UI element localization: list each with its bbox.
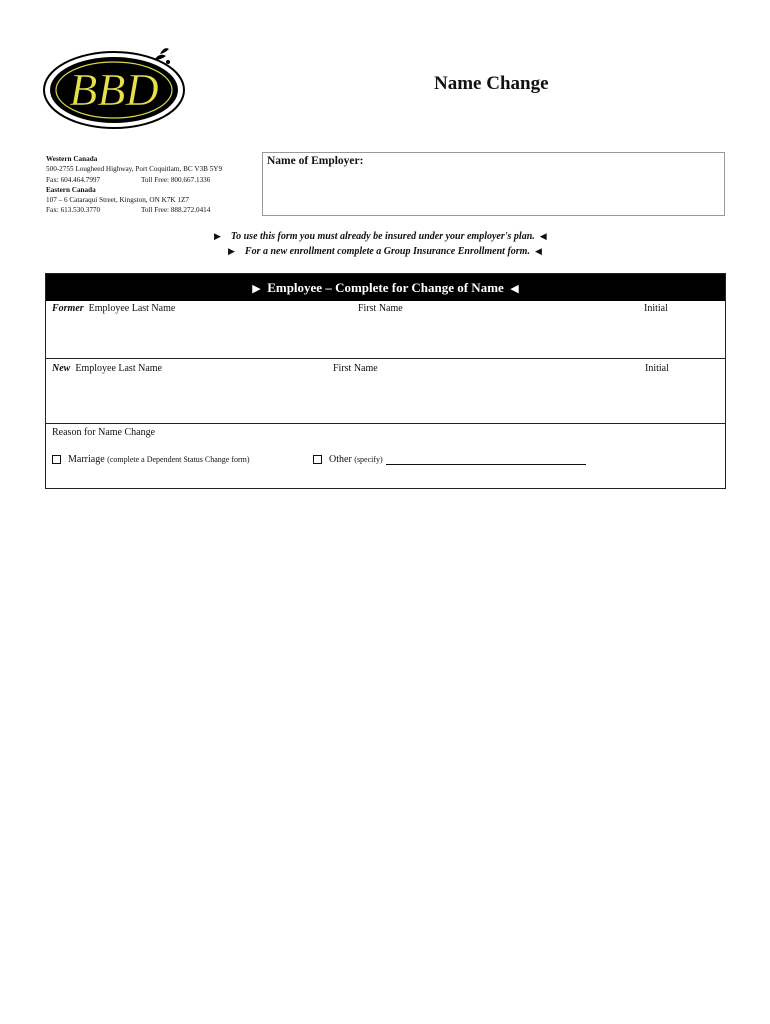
- eastern-street: 107 – 6 Cataraqui Street, Kingston, ON K7K 1Z7: [46, 196, 189, 205]
- new-initial-label: Initial: [645, 363, 669, 374]
- company-address: [46, 154, 222, 216]
- new-last-name-field[interactable]: [52, 363, 162, 374]
- new-initial-field[interactable]: [645, 363, 669, 374]
- new-first-name-field[interactable]: [333, 363, 378, 374]
- eastern-fax: Fax: 613.530.3770: [46, 206, 101, 215]
- other-checkbox[interactable]: [313, 455, 322, 464]
- right-arrow-icon: ▶: [214, 231, 221, 241]
- new-prefix: New: [52, 363, 71, 374]
- right-arrow-icon: ▶: [252, 283, 261, 295]
- reason-label: Reason for Name Change: [52, 427, 156, 438]
- new-first-name-label: First Name: [333, 363, 378, 374]
- eastern-toll-free: Toll Free: 888.272.0414: [141, 206, 211, 215]
- section-header-text: Employee – Complete for Change of Name: [267, 280, 504, 295]
- former-initial-label: Initial: [644, 303, 668, 314]
- employer-name-field[interactable]: [262, 152, 725, 216]
- former-last-name-field[interactable]: [52, 303, 175, 314]
- instruction-note-1: [214, 231, 547, 242]
- instruction-text-2: For a new enrollment complete a Group Insurance Enrollment form.: [244, 246, 530, 257]
- employee-name-change-section: [45, 273, 726, 489]
- other-label: Other: [329, 454, 352, 465]
- former-initial-field[interactable]: [644, 303, 668, 314]
- marriage-note: (complete a Dependent Status Change form): [107, 455, 250, 464]
- other-specify-input[interactable]: [386, 455, 586, 465]
- new-last-name-label: Employee Last Name: [75, 363, 162, 374]
- bbd-logo: [42, 42, 190, 132]
- marriage-checkbox[interactable]: [52, 455, 61, 464]
- instruction-text-1: To use this form you must already be insured under your employer's plan.: [230, 231, 535, 242]
- row-divider: [46, 423, 725, 424]
- right-arrow-icon: ▶: [228, 246, 235, 256]
- western-street: 500-2755 Lougheed Highway, Port Coquitlam, BC V3B 5Y9: [46, 165, 223, 174]
- former-first-name-label: First Name: [358, 303, 403, 314]
- left-arrow-icon: ◀: [539, 231, 547, 241]
- left-arrow-icon: ◀: [510, 283, 519, 295]
- marriage-option[interactable]: [52, 454, 250, 465]
- former-last-name-label: Employee Last Name: [88, 303, 176, 314]
- page-title: Name Change: [434, 73, 549, 94]
- marriage-label: Marriage: [68, 454, 105, 465]
- former-prefix: Former: [52, 303, 84, 314]
- western-region-label: Western Canada: [46, 155, 98, 163]
- former-first-name-field[interactable]: [358, 303, 403, 314]
- western-toll-free: Toll Free: 800.667.1336: [141, 175, 211, 184]
- left-arrow-icon: ◀: [534, 246, 542, 256]
- western-fax: Fax: 604.464.7997: [46, 175, 101, 184]
- instruction-note-2: [228, 246, 542, 257]
- other-option[interactable]: [313, 454, 586, 465]
- other-note: (specify): [354, 455, 383, 464]
- section-header: [46, 274, 725, 301]
- eastern-region-label: Eastern Canada: [46, 185, 96, 194]
- employer-name-label: Name of Employer:: [267, 155, 364, 167]
- row-divider: [46, 358, 725, 359]
- svg-text:BBD: BBD: [69, 64, 159, 115]
